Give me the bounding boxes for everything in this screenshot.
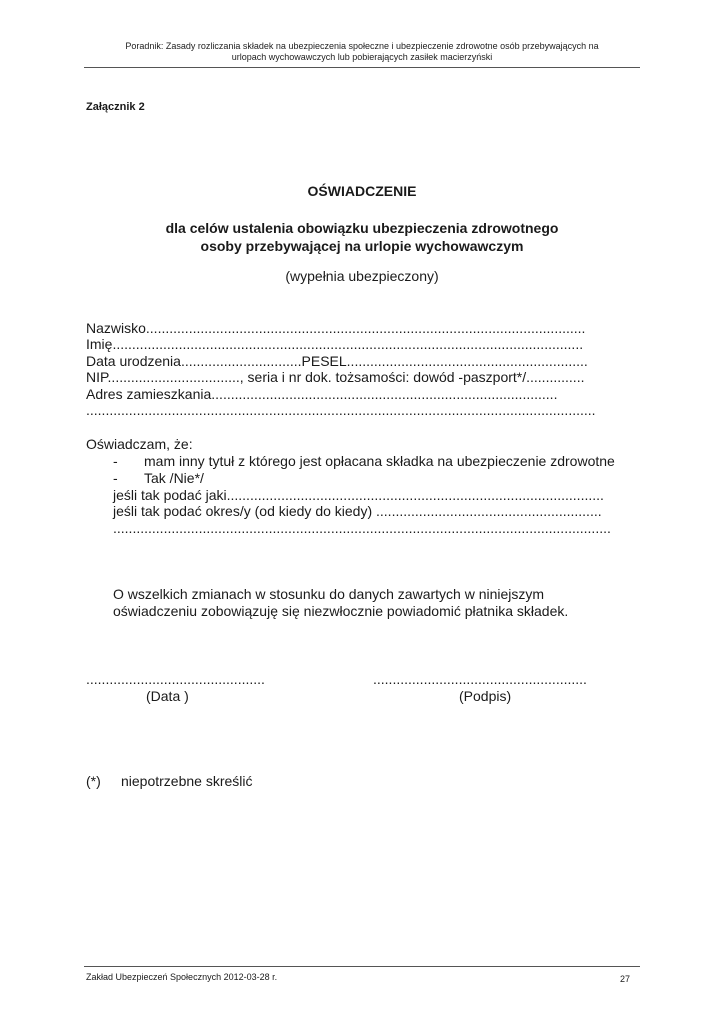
if-yes-what-field: jeśli tak podać jaki.................................................................................................: [113, 487, 604, 503]
if-yes-period-field: jeśli tak podać okres/y (od kiedy do kiedy) ..........................................................: [113, 503, 602, 519]
name-field: Imię.........................................................................................................................: [86, 336, 584, 352]
sign-label: (Podpis): [459, 688, 512, 704]
footnote-text: niepotrzebne skreślić: [121, 773, 253, 789]
footer-text: Zakład Ubezpieczeń Społecznych 2012-03-28 r.: [86, 972, 278, 982]
page-number: 27: [620, 974, 631, 984]
commitment-line-2: oświadczeniu zobowiązuję się niezwłocznie powiadomić płatnika składek.: [113, 603, 569, 619]
item1-dash: -: [113, 453, 118, 469]
annex-label: Załącznik 2: [86, 101, 145, 113]
item2-dash: -: [113, 470, 118, 486]
header-line-1: Poradnik: Zasady rozliczania składek na ubezpieczenia społeczne i ubezpieczenie zdrowotne osób przebywających na: [125, 41, 599, 51]
sign-signature-line: .......................................................: [373, 671, 587, 687]
footnote-mark: (*): [86, 773, 101, 789]
header-rule: [84, 67, 640, 68]
date-label: (Data ): [146, 688, 189, 704]
footer-rule: [84, 966, 640, 967]
address-field: Adres zamieszkania.........................................................................................: [86, 386, 558, 402]
document-title: OŚWIADCZENIE: [307, 183, 417, 199]
fill-note: (wypełnia ubezpieczony): [285, 268, 439, 284]
declaration-item-yes-no: Tak /Nie*/: [144, 470, 204, 486]
page-header: [84, 41, 640, 63]
commitment-line-1: O wszelkich zmianach w stosunku do danych zawartych w niniejszym: [113, 586, 545, 602]
declaration-extra-line: ................................................................................................................................: [113, 520, 611, 536]
declaration-item-other-title: mam inny tytuł z którego jest opłacana składka na ubezpieczenie zdrowotne: [144, 453, 615, 469]
declaration-intro: Oświadczam, że:: [86, 436, 193, 452]
subtitle-line-1: dla celów ustalenia obowiązku ubezpieczenia zdrowotnego: [165, 220, 559, 236]
surname-field: Nazwisko.................................................................................................................: [86, 320, 586, 336]
birth-pesel-field: Data urodzenia...............................PESEL..............................................................: [86, 353, 588, 369]
address-continuation: ...................................................................................................................................: [86, 402, 596, 418]
date-signature-line: ..............................................: [86, 671, 265, 687]
nip-id-field: NIP.................................., seria i nr dok. tożsamości: dowód -paszport*/...............: [86, 369, 585, 385]
header-line-2: urlopach wychowawczych lub pobierających zasiłek macierzyński: [231, 52, 493, 62]
subtitle-line-2: osoby przebywającej na urlopie wychowawczym: [200, 238, 524, 254]
